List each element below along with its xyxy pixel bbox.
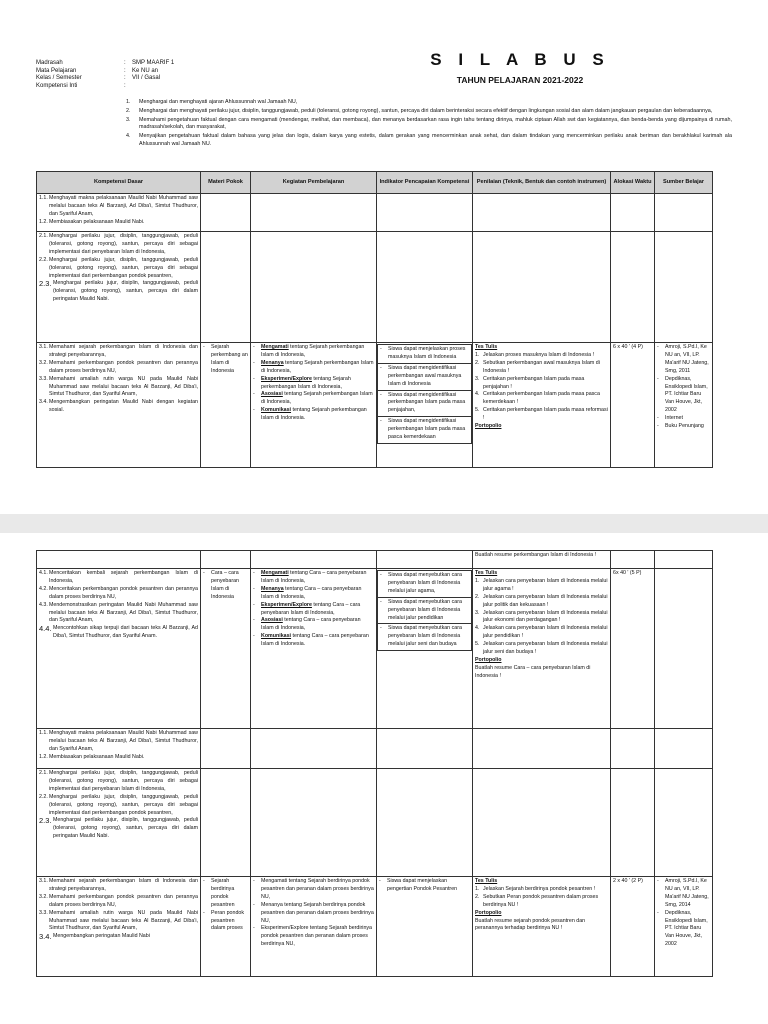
penilaian-item: 1. Jelaskan Sejarah berdirinya pondok pesantren ! [475,885,596,892]
ki-item: 4. Menyajikan pengetahuan faktual dalam bahasa yang jelas dan logis, dalam karya yang estetis, dalam gerakan yang mencerminkan anak sehat, dan dalam tindakan yang mencerminkan perilaku anak beriman dan berakhlakul karimah ala Ahlussunnah wal Jamaah NU. [126,133,732,148]
sumber-item: - Depdiknas, Ensiklopedi Islam, PT. Ichtiar Baru Van Houve, Jkt, 2002 [657,375,708,414]
sumber-item: - Amroji, S.Pd.I, Ke NU an, VII, LP. Ma'arif NU Jateng, Smg, 2011 [657,344,709,374]
sumber-cell [655,877,713,977]
kd-item: 4.4. Mencontohkan sikap terpuji dari bacaan teks Al Barzanji, Ad Diba'i, Simtut Thudhuror, dan Syariful Anam. [39,624,198,640]
kegiatan-item: - Mengamati tentang Sejarah berdirinya pondok pesantren dan peranan dalam proses berdirinya NU, [253,878,374,900]
kegiatan-item: - Eksperimen/Explore tentang Sejarah perkembangan Islam di Indonesia, [253,375,351,390]
kegiatan-item: - Komunikasi tentang Cara – cara penyebaran Islam di Indonesia. [253,633,369,648]
kegiatan-item: - Menanya tentang Cara – cara penyebaran Islam di Indonesia, [253,585,362,600]
alokasi-cell: 6x 40 ' (5 P) [611,569,655,729]
kd-item: 1.2. Membiasakan pelaksanaan Maulid Nabi. [39,753,145,760]
kd-item: 4.3. Mendemonstrasikan peringatan Maulid Nabi Muhammad saw melalui bacaan teks Al Barzanji, Ad Diba'i, Simtut Thudhuror, dan Syariful Anam, [39,601,198,624]
sumber-item: - Depdiknas, Ensiklopedi Islam, PT. Ichtiar Baru Van Houve, Jkt, 2002 [657,909,708,948]
table-row [37,569,713,729]
ki-item: 3. Memahami pengetahuan faktual dengan cara mengamati (mendengar, melihat, dan membaca), dan menanya berdasarkan rasa ingin tahu tentang dirinya, mahluk ciptaan Allah swt dan kegiatannya, dan benda-benda yang dijumpainya di rumah, madrasah/sekolah, dan masyarakat, [126,116,732,131]
kd-item: 4.2. Menceritakan perkembangan pondok pesantren dan perannya dalam proses berdirinya NU, [39,585,198,600]
kegiatan-item: - Komunikasi tentang Sejarah perkembangan Islam di Indonesia. [253,407,367,422]
kd-item: 2.2. Menghargai perilaku jujur, disiplin, tanggungjawab, peduli (toleransi, gotong royong), santun, percaya diri sebagai implementasi dari perkembangan pondok pesantren, [39,256,198,279]
col-header: Penilaian (Teknik, Bentuk dan contoh instrumen) [473,172,611,194]
indikator-item: - Siswa dapat menyebutkan cara penyebaran Islam di Indonesia melalui jalur seni dan budaya [377,624,472,651]
identity-block [36,60,174,90]
table-row [37,551,713,569]
kd-item: 2.2. Menghargai perilaku jujur, disiplin, tanggungjawab, peduli (toleransi, gotong royong), santun, percaya diri sebagai implementasi dari perkembangan pondok pesantren, [39,793,198,816]
indikator-item: - Siswa dapat menyebutkan cara penyebaran Islam di Indonesia melalui jalur pendidikan [377,598,472,625]
sumber-item: - Amroji, S.Pd.I, Ke NU an, VII, LP. Ma'arif NU Jateng, Smg, 2014 [657,878,709,908]
kd-item: 2.3. Menghargai perilaku jujur, disiplin, tanggungjawab, peduli (toleransi, gotong royong), santun, percaya diri dalam peringatan Maulid Nabi. [39,279,198,303]
table-row [37,877,713,977]
indikator-item: - Siswa dapat menjelaskan proses masuknya Islam di Indonesia [377,344,472,364]
penilaian-heading: Tes Tulis [475,570,498,576]
kd-cell [37,729,201,769]
col-header: Alokasi Waktu [611,172,655,194]
kd-item: 3.3. Memahami amaliah rutin warga NU pada Maulid Nabi Muhammad saw melalui bacaan teks Al Barzanji, Ad Diba'i, Simtut Thudhuror, dan Syariful Anam, [39,375,198,398]
penilaian-item: 5. Jelaskan cara penyebaran Islam di Indonesia melalui jalur seni dan budaya ! [475,641,608,656]
kd-item: 3.2. Memahami perkembangan pondok pesantren dan perannya dalam proses berdirinya NU, [39,359,198,374]
meta-row: Mata Pelajaran : Ke NU an [36,67,159,74]
kompetensi-inti-list [126,99,732,150]
table-row [37,769,713,877]
indikator-item: - Siswa dapat mengidentifikasi perkembangan Islam pada masa pasca kemerdekaan [377,417,472,444]
syllabus-table-page-2 [36,550,713,977]
indikator-cell [377,877,473,977]
indikator-cell [377,343,473,468]
materi-cell: - Cara – cara penyebaran Islam di Indonesia [201,569,251,729]
kd-item: 2.1. Menghargai perilaku jujur, disiplin, tanggungjawab, peduli (toleransi, gotong royong), santun, percaya diri sebagai implementasi dari penyebaran Islam di Indonesia, [39,233,198,255]
syllabus-table-page-1 [36,171,713,468]
col-header: Kegiatan Pembelajaran [251,172,377,194]
materi-cell: - Sejarah berdirinya pondok pesantren - Peran pondok pesantren dalam proses [201,877,251,977]
kd-cell [37,569,201,729]
sumber-item: - Buku Penunjang [657,423,704,430]
kd-item: 2.1. Menghargai perilaku jujur, disiplin, tanggungjawab, peduli (toleransi, gotong royong), santun, percaya diri sebagai implementasi dari penyebaran Islam di Indonesia, [39,770,198,792]
kd-item: 4.1. Menceritakan kembali sejarah perkembangan Islam di Indonesia, [39,570,198,584]
meta-row: Kompetensi Inti : [36,82,126,89]
ki-item: 2. Menghargai dan menghayati perilaku jujur, disiplin, tanggungjawab, peduli (toleransi, gotong royong), santun, percaya diri dalam berinteraksi secara efektif dengan lingkungan sosial dan alam dalam jangkauan pergaulan dan keberadaannya, [126,107,713,114]
penilaian-item: 4. Ceritakan perkembangan Islam pada masa pasca kemerdekaan ! [475,391,600,406]
document-subtitle: TAHUN PELAJARAN 2021-2022 [456,75,584,85]
kegiatan-item: - Mengamati tentang Cara – cara penyebaran Islam di Indonesia, [253,570,367,584]
penilaian-heading: Tes Tulis [475,878,498,884]
meta-row: Kelas / Semester : VII / Gasal [36,75,161,82]
kd-item: 1.1. Menghayati makna pelaksanaan Maulid Nabi Muhammad saw melalui bacaan teks Al Barzanji, Ad Diba'i, Simtut Thudhuror, dan Syariful Anam, [39,195,198,217]
indikator-cell [377,569,473,729]
table-row [37,343,713,468]
kd-item: 3.4. Mengembangkan peringatan Maulid Nabi [39,932,150,942]
kegiatan-item: - Eksperimen/Explore tentang Cara – cara penyebaran Islam di Indonesia, [253,601,361,616]
kd-cell [37,769,201,877]
portofolio-heading: Portopolio [475,656,502,663]
document-page-2 [0,533,768,1024]
table-row [37,729,713,769]
portofolio-text: Buatlah resume sejarah pondok pesantren dan peranannya terhadap berdirinya NU ! [475,917,586,932]
kegiatan-item: - Eksperimen/Explore tentang Sejarah berdirinya pondok pesantren dan peranan dalam proses berdirinya NU, [253,925,373,948]
portofolio-text: Buatlah resume Cara – cara penyebaran Islam di Indonesia ! [475,664,591,679]
penilaian-item: 2. Sebutkan perkembangan awal masuknya Islam di Indonesia ! [475,359,600,374]
kegiatan-cell [251,877,377,977]
penilaian-cell [473,569,611,729]
indikator-item: - Siswa dapat menyebutkan cara penyebaran Islam di Indonesia melalui jalur agama, [377,570,472,598]
sumber-item: - Internet [657,415,683,422]
col-header: Indikator Pencapaian Kompetensi [377,172,473,194]
kegiatan-item: - Menanya tentang Sejarah perkembangan Islam di Indonesia, [253,359,374,374]
penilaian-cell [473,343,611,468]
kd-item: 3.4. Mengembangkan peringatan Maulid Nabi dengan kegiatan sosial. [39,399,198,414]
col-header: Sumber Belajar [655,172,713,194]
penilaian-continuation: Buatlah resume perkembangan Islam di Indonesia ! [473,551,611,569]
kd-cell [37,232,201,343]
penilaian-heading: Tes Tulis [475,344,498,350]
col-header: Materi Pokok [201,172,251,194]
materi-cell: - Sejarah perkembang an Islam di Indonesia [201,343,251,468]
kd-cell [37,194,201,232]
kd-item: 1.2. Membiasakan pelaksanaan Maulid Nabi. [39,218,145,225]
indikator-item: - Siswa dapat mengidentifikasi perkembangan Islam pada masa penjajahan, [377,391,472,418]
kd-item: 3.3. Memahami amaliah rutin warga NU pada Maulid Nabi Muhammad saw melalui bacaan teks Al Barzanji, Ad Diba'i, Simtut Thudhuror, dan Syariful Anam, [39,909,198,932]
penilaian-item: 3. Jelaskan cara penyebaran Islam di Indonesia melalui jalur ekonomi dan perdagangan ! [475,609,608,624]
portofolio-heading: Portopolio [475,423,502,430]
kd-cell [37,343,201,468]
table-row [37,194,713,232]
alokasi-cell: 6 x 40 ' (4 P) [611,343,655,468]
penilaian-item: 3. Ceritakan perkembangan Islam pada masa penjajahan ! [475,375,585,390]
penilaian-cell [473,877,611,977]
kd-item: 3.2. Memahami perkembangan pondok pesantren dan perannya dalam proses berdirinya NU, [39,893,198,908]
kd-item: 2.3. Menghargai perilaku jujur, disiplin, tanggungjawab, peduli (toleransi, gotong royong), santun, percaya diri dalam peringatan Maulid Nabi. [39,816,198,840]
indikator-item: - Siswa dapat menjelaskan pengertian Pondok Pesantren [379,878,458,892]
penilaian-item: 2. Jelaskan cara penyebaran Islam di Indonesia melalui jalur politik dan kekuasaan ! [475,593,608,608]
document-title: S I L A B U S [430,50,610,69]
alokasi-cell: 2 x 40 ' (2 P) [611,877,655,977]
penilaian-item: 1. Jelaskan proses masuknya Islam di Indonesia ! [475,351,594,358]
penilaian-item: 2. Sebutkan Peran pondok pesantren dalam proses berdirinya NU ! [475,893,599,908]
ki-item: 1. Menghargai dan menghayati ajaran Ahlussunnah wal Jamaah NU, [126,99,298,105]
kegiatan-cell [251,569,377,729]
table-header-row [37,172,713,194]
penilaian-item: 4. Jelaskan cara penyebaran Islam di Indonesia melalui jalur pendidikan ! [475,625,608,640]
kd-item: 1.1. Menghayati makna pelaksanaan Maulid Nabi Muhammad saw melalui bacaan teks Al Barzanji, Ad Diba'i, Simtut Thudhuror, dan Syariful Anam, [39,730,198,752]
kd-item: 3.1. Memahami sejarah perkembangan Islam di Indonesia dan strategi penyebarannya, [39,344,198,358]
penilaian-item: 1. Jelaskan cara penyebaran Islam di Indonesia melalui jalur agama ! [475,577,608,592]
kegiatan-item: - Asosiasi tentang Sejarah perkembangan Islam di Indonesia, [253,391,373,406]
kd-item: 3.1. Memahami sejarah perkembangan Islam di Indonesia dan strategi penyebarannya, [39,878,198,892]
portofolio-heading: Portopolio [475,909,502,916]
penilaian-item: 5. Ceritakan perkembangan Islam pada masa reformasi ! [475,407,608,422]
kd-cell [37,877,201,977]
kegiatan-cell [251,343,377,468]
sumber-cell [655,343,713,468]
kegiatan-item: - Mengamati tentang Sejarah perkembangan Islam di Indonesia, [253,344,365,358]
meta-row: Madrasah : SMP MAARIF 1 [36,60,175,66]
table-row [37,232,713,343]
indikator-item: - Siswa dapat mengidentifikasi perkembangan awal masuknya Islam di Indonesia [377,364,472,391]
col-header: Kompetensi Dasar [37,172,201,194]
kegiatan-item: - Menanya tentang Sejarah berdirinya pondok pesantren dan peranan dalam proses berdirinya NU, [253,901,374,924]
kegiatan-item: - Asosiasi tentang Cara – cara penyebaran Islam di Indonesia, [253,617,361,632]
